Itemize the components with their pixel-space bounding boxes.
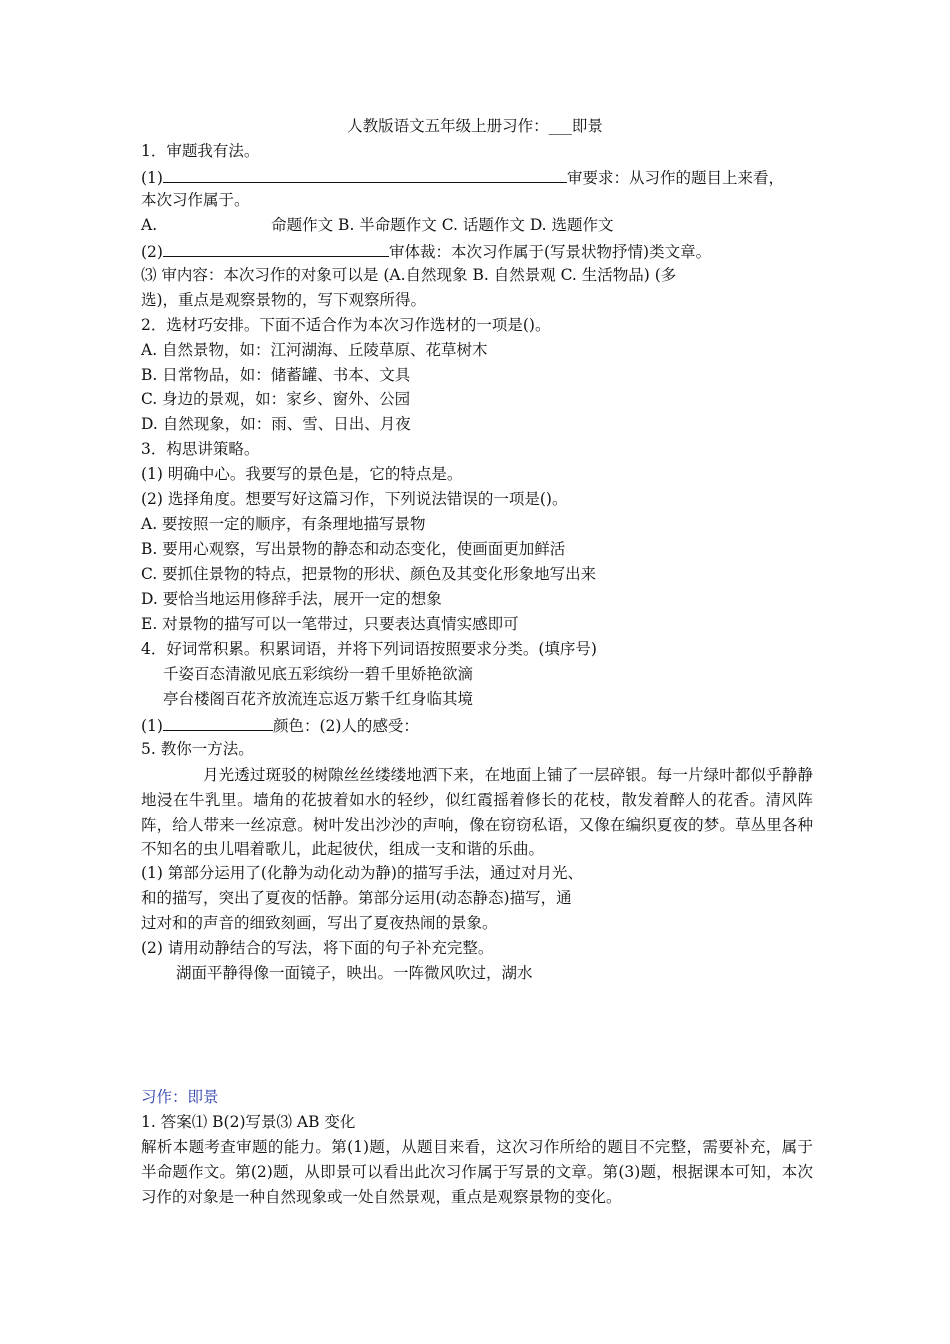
section-3-heading: 3．构思讲策略。 (141, 440, 260, 458)
s1-q3-line1: ⑶ 审内容：本次习作的对象可以是 (A.自然现象 B. 自然景观 C. 生活物品) (多 (141, 266, 677, 284)
s3-q1: (1) 明确中心。我要写的景色是，它的特点是。 (141, 465, 463, 483)
s3-q2: (2) 选择角度。想要写好这篇习作，下列说法错误的一项是()。 (141, 490, 568, 508)
s5-q1-line3: 过对和的声音的细致刻画，写出了夏夜热闹的景象。 (141, 914, 498, 932)
s1-q1-line (141, 166, 784, 188)
s3-option: E. 对景物的描写可以一笔带过，只要表达真情实感即可 (141, 615, 519, 633)
s2-option: C. 身边的景观，如：家乡、窗外、公园 (141, 390, 411, 408)
answer-blank (163, 714, 273, 731)
s4-q1-number: (1) (141, 717, 163, 735)
s2-option: D. 自然现象，如：雨、雪、日出、月夜 (141, 415, 411, 433)
s2-option: A. 自然景物，如：江河湖海、丘陵草原、花草树木 (141, 341, 488, 359)
s1-q3-line2: 选)，重点是观察景物的，写下观察所得。 (141, 291, 427, 309)
s5-passage: 月光透过斑驳的树隙丝丝缕缕地洒下来，在地面上铺了一层碎银。每一片绿叶都似乎静静地浸在牛乳里。墙角的花披着如水的轻纱，似红霞摇着修长的花枝，散发着醉人的花香。清风阵阵，给人带来一丝凉意。树叶发出沙沙的声响，像在窃窃私语，又像在编织夏夜的梦。草丛里各种不知名的虫儿唱着歌儿，此起彼伏，组成一支和谐的乐曲。 (141, 766, 813, 859)
s4-q1-text: 颜色：(2)人的感受： (272, 717, 419, 735)
answer-1-explanation: 解析本题考查审题的能力。第(1)题，从题目来看，这次习作所给的题目不完整，需要补充，属于半命题作文。第(2)题，从即景可以看出此次习作属于写景的文章。第(3)题，根据课本可知，本次习作的对象是一种自然现象或一处自然景观，重点是观察景物的变化。 (141, 1138, 813, 1206)
answer-blank (163, 166, 567, 183)
section-4-heading: 4．好词常积累。积累词语，并将下列词语按照要求分类。(填序号) (141, 640, 597, 658)
s1-q1-continuation: 本次习作属于。 (141, 191, 250, 209)
s5-q2: (2) 请用动静结合的写法，将下面的句子补充完整。 (141, 939, 494, 957)
s5-q2-sentence: 湖面平静得像一面镜子，映出。一阵微风吹过，湖水 (176, 964, 533, 982)
s4-q1-line (141, 714, 419, 736)
s3-option: D. 要恰当地运用修辞手法，展开一定的想象 (141, 590, 442, 608)
answers-heading: 习作：即景 (141, 1088, 219, 1106)
s3-option: C. 要抓住景物的特点，把景物的形状、颜色及其变化形象地写出来 (141, 565, 597, 583)
s1-q1-number: (1) (141, 169, 163, 187)
answer-1: 1. 答案⑴ B(2)写景⑶ AB 变化 (141, 1113, 356, 1131)
answer-blank (163, 240, 389, 257)
s1-q2-text: 审体裁：本次习作属于(写景状物抒情)类文章。 (388, 243, 712, 261)
s1-options-text: 命题作文 B. 半命题作文 C. 话题作文 D. 选题作文 (271, 216, 614, 234)
section-5-heading: 5. 教你一方法。 (141, 740, 254, 758)
s1-q1-text: 审要求：从习作的题目上来看， (566, 169, 784, 187)
s2-option: B. 日常物品，如：储蓄罐、书本、文具 (141, 366, 411, 384)
s5-q1-line2: 和的描写，突出了夏夜的恬静。第部分运用(动态静态)描写，通 (141, 889, 572, 907)
s3-option: A. 要按照一定的顺序，有条理地描写景物 (141, 515, 426, 533)
s1-q2-line (141, 240, 711, 262)
s1-options (141, 215, 614, 235)
document-title: 人教版语文五年级上册习作：___即景 (347, 117, 603, 135)
section-2-heading: 2．选材巧安排。下面不适合作为本次习作选材的一项是()。 (141, 316, 551, 334)
s3-option: B. 要用心观察，写出景物的静态和动态变化，使画面更加鲜活 (141, 540, 566, 558)
s4-word-list-2: 亭台楼阁百花齐放流连忘返万紫千红身临其境 (163, 690, 474, 708)
section-1-heading: 1．审题我有法。 (141, 142, 260, 160)
s1-q2-number: (2) (141, 243, 163, 261)
s4-word-list-1: 千姿百态清澈见底五彩缤纷一碧千里娇艳欲滴 (163, 665, 474, 683)
s5-q1-line1: (1) 第部分运用了(化静为动化动为静)的描写手法，通过对月光、 (141, 864, 583, 882)
s1-option-a-label: A. (141, 216, 158, 234)
